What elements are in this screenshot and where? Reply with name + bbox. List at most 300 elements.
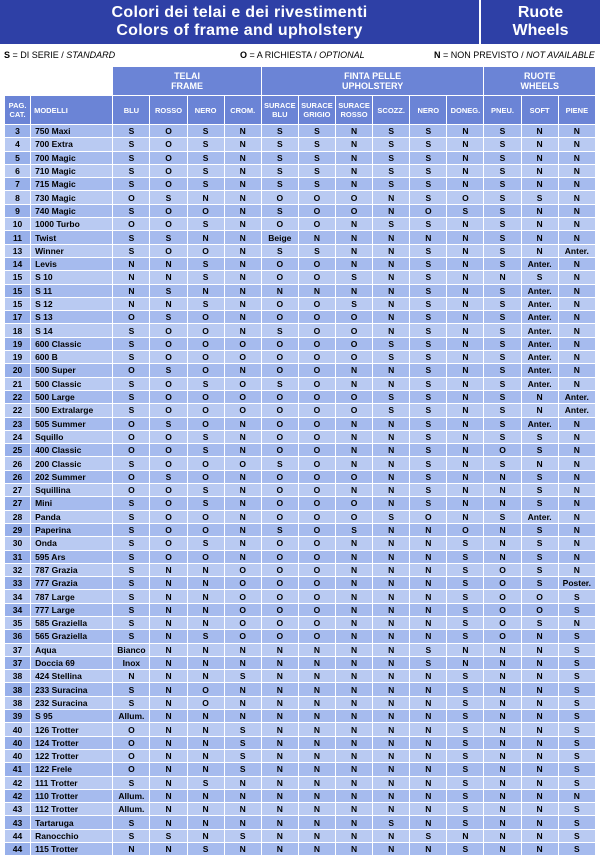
- cell-wheel-piene: N: [558, 616, 595, 629]
- cell-frame-nero: S: [187, 630, 224, 643]
- cell-frame-blu: O: [113, 444, 150, 457]
- cell-wheel-piene: N: [558, 789, 595, 802]
- cell-uph-nero: S: [410, 364, 447, 377]
- table-row: [5, 470, 596, 483]
- cell-model: Mini: [31, 497, 113, 510]
- cell-frame-rosso: O: [150, 164, 187, 177]
- cell-uph-scozz: S: [373, 390, 410, 403]
- cell-wheel-pneu: S: [484, 204, 521, 217]
- cell-frame-nero: N: [187, 590, 224, 603]
- cell-wheel-pneu: N: [484, 643, 521, 656]
- cell-uph-doneg: N: [447, 164, 484, 177]
- cell-wheel-piene: N: [558, 550, 595, 563]
- cell-model: Twist: [31, 231, 113, 244]
- color-availability-table: [4, 66, 596, 856]
- cell-frame-blu: N: [113, 284, 150, 297]
- cell-frame-blu: O: [113, 417, 150, 430]
- cell-frame-nero: O: [187, 696, 224, 709]
- cell-page: 42: [5, 776, 31, 789]
- table-row: [5, 191, 596, 204]
- cell-uph-scozz: N: [373, 457, 410, 470]
- cell-frame-blu: O: [113, 191, 150, 204]
- cell-uph-surace-rosso: O: [336, 390, 373, 403]
- cell-frame-crom: N: [224, 789, 261, 802]
- cell-frame-crom: S: [224, 749, 261, 762]
- cell-frame-nero: O: [187, 470, 224, 483]
- legend-not-available: N = NON PREVISTO / NOT AVAILABLE: [434, 50, 595, 60]
- cell-wheel-pneu: S: [484, 364, 521, 377]
- cell-page: 7: [5, 178, 31, 191]
- cell-page: 23: [5, 417, 31, 430]
- cell-uph-surace-rosso: N: [336, 537, 373, 550]
- table-row: [5, 656, 596, 669]
- cell-model: Panda: [31, 510, 113, 523]
- cell-uph-scozz: N: [373, 656, 410, 669]
- cell-wheel-soft: N: [521, 670, 558, 683]
- cell-uph-surace-grigio: N: [298, 696, 335, 709]
- cell-uph-surace-rosso: O: [336, 337, 373, 350]
- cell-uph-scozz: N: [373, 829, 410, 842]
- cell-page: 15: [5, 284, 31, 297]
- cell-wheel-pneu: S: [484, 244, 521, 257]
- cell-wheel-piene: S: [558, 670, 595, 683]
- cell-frame-rosso: O: [150, 457, 187, 470]
- cell-uph-surace-rosso: N: [336, 590, 373, 603]
- cell-page: 26: [5, 470, 31, 483]
- cell-page: 19: [5, 351, 31, 364]
- cell-uph-surace-grigio: N: [298, 670, 335, 683]
- cell-wheel-soft: N: [521, 390, 558, 403]
- cell-frame-crom: N: [224, 297, 261, 310]
- cell-uph-nero: S: [410, 390, 447, 403]
- cell-frame-nero: N: [187, 723, 224, 736]
- cell-uph-nero: S: [410, 484, 447, 497]
- cell-uph-scozz: N: [373, 364, 410, 377]
- cell-uph-surace-blu: O: [261, 630, 298, 643]
- cell-uph-surace-blu: O: [261, 311, 298, 324]
- cell-uph-doneg: N: [447, 218, 484, 231]
- cell-uph-surace-rosso: N: [336, 816, 373, 829]
- table-row: [5, 816, 596, 829]
- column-header-wheel-pneu: PNEU.: [484, 96, 521, 125]
- cell-frame-nero: O: [187, 523, 224, 536]
- cell-uph-doneg: N: [447, 257, 484, 270]
- cell-page: 28: [5, 510, 31, 523]
- cell-model: 777 Large: [31, 603, 113, 616]
- cell-page: 3: [5, 125, 31, 138]
- cell-model: Paperina: [31, 523, 113, 536]
- cell-uph-surace-rosso: N: [336, 550, 373, 563]
- table-row: [5, 351, 596, 364]
- cell-frame-rosso: O: [150, 430, 187, 443]
- cell-uph-surace-rosso: N: [336, 125, 373, 138]
- cell-uph-scozz: N: [373, 563, 410, 576]
- cell-uph-surace-grigio: O: [298, 351, 335, 364]
- cell-wheel-soft: S: [521, 523, 558, 536]
- cell-page: 38: [5, 696, 31, 709]
- cell-model: 110 Trotter: [31, 789, 113, 802]
- cell-uph-surace-rosso: N: [336, 843, 373, 856]
- cell-uph-surace-grigio: N: [298, 843, 335, 856]
- cell-wheel-piene: N: [558, 164, 595, 177]
- cell-wheel-soft: N: [521, 164, 558, 177]
- cell-frame-blu: S: [113, 377, 150, 390]
- cell-frame-rosso: O: [150, 337, 187, 350]
- cell-frame-nero: S: [187, 776, 224, 789]
- cell-page: 24: [5, 430, 31, 443]
- cell-uph-surace-rosso: N: [336, 670, 373, 683]
- cell-uph-nero: S: [410, 829, 447, 842]
- cell-frame-rosso: N: [150, 776, 187, 789]
- cell-frame-nero: N: [187, 284, 224, 297]
- cell-frame-blu: S: [113, 510, 150, 523]
- cell-wheel-soft: N: [521, 789, 558, 802]
- cell-frame-rosso: O: [150, 138, 187, 151]
- table-row: [5, 643, 596, 656]
- table-row: [5, 683, 596, 696]
- cell-frame-blu: O: [113, 484, 150, 497]
- table-row: [5, 563, 596, 576]
- cell-wheel-piene: S: [558, 723, 595, 736]
- cell-page: 40: [5, 736, 31, 749]
- cell-uph-doneg: N: [447, 470, 484, 483]
- cell-wheel-piene: N: [558, 497, 595, 510]
- cell-uph-doneg: N: [447, 829, 484, 842]
- cell-wheel-pneu: O: [484, 616, 521, 629]
- cell-frame-crom: O: [224, 390, 261, 403]
- cell-uph-doneg: N: [447, 510, 484, 523]
- cell-wheel-pneu: N: [484, 749, 521, 762]
- cell-wheel-soft: N: [521, 457, 558, 470]
- cell-wheel-pneu: S: [484, 125, 521, 138]
- cell-uph-nero: S: [410, 656, 447, 669]
- cell-frame-nero: N: [187, 670, 224, 683]
- cell-uph-surace-grigio: O: [298, 204, 335, 217]
- cell-uph-surace-blu: N: [261, 736, 298, 749]
- cell-uph-surace-grigio: O: [298, 191, 335, 204]
- cell-uph-surace-blu: N: [261, 749, 298, 762]
- cell-frame-rosso: N: [150, 563, 187, 576]
- cell-frame-blu: Allum.: [113, 710, 150, 723]
- column-header-uph-surace-grigio: SURACE GRIGIO: [298, 96, 335, 125]
- cell-uph-nero: N: [410, 231, 447, 244]
- cell-uph-nero: N: [410, 843, 447, 856]
- cell-uph-surace-blu: O: [261, 470, 298, 483]
- cell-uph-surace-rosso: N: [336, 710, 373, 723]
- cell-model: S 11: [31, 284, 113, 297]
- cell-uph-scozz: S: [373, 138, 410, 151]
- cell-frame-blu: S: [113, 696, 150, 709]
- table-row: [5, 377, 596, 390]
- table-row: [5, 829, 596, 842]
- cell-uph-surace-grigio: N: [298, 736, 335, 749]
- cell-uph-nero: S: [410, 311, 447, 324]
- legend-optional: O = A RICHIESTA / OPTIONAL: [240, 50, 365, 60]
- cell-frame-crom: N: [224, 816, 261, 829]
- cell-uph-surace-grigio: O: [298, 550, 335, 563]
- table-row: [5, 776, 596, 789]
- cell-model: S 13: [31, 311, 113, 324]
- cell-uph-nero: N: [410, 803, 447, 816]
- cell-uph-surace-grigio: O: [298, 616, 335, 629]
- table-row: [5, 297, 596, 310]
- cell-uph-surace-grigio: O: [298, 430, 335, 443]
- cell-page: 19: [5, 337, 31, 350]
- cell-uph-surace-rosso: N: [336, 244, 373, 257]
- cell-uph-doneg: N: [447, 656, 484, 669]
- cell-wheel-piene: N: [558, 231, 595, 244]
- cell-uph-nero: N: [410, 696, 447, 709]
- cell-model: Aqua: [31, 643, 113, 656]
- cell-wheel-soft: N: [521, 138, 558, 151]
- cell-uph-scozz: S: [373, 337, 410, 350]
- cell-frame-nero: S: [187, 537, 224, 550]
- cell-frame-nero: S: [187, 843, 224, 856]
- cell-wheel-pneu: S: [484, 417, 521, 430]
- cell-uph-surace-grigio: N: [298, 763, 335, 776]
- group-frame: TELAI FRAME: [113, 67, 261, 96]
- table-row: [5, 337, 596, 350]
- cell-uph-surace-blu: O: [261, 271, 298, 284]
- cell-wheel-piene: S: [558, 803, 595, 816]
- table-row: [5, 710, 596, 723]
- cell-frame-blu: S: [113, 404, 150, 417]
- cell-wheel-pneu: S: [484, 404, 521, 417]
- cell-page: 11: [5, 231, 31, 244]
- cell-frame-rosso: N: [150, 816, 187, 829]
- cell-uph-surace-rosso: N: [336, 763, 373, 776]
- cell-uph-surace-blu: N: [261, 683, 298, 696]
- cell-uph-scozz: N: [373, 297, 410, 310]
- cell-page: 18: [5, 324, 31, 337]
- cell-frame-blu: S: [113, 231, 150, 244]
- cell-wheel-soft: Anter.: [521, 351, 558, 364]
- cell-uph-surace-rosso: N: [336, 284, 373, 297]
- wheels-title-english: Wheels: [512, 22, 569, 39]
- cell-frame-blu: S: [113, 125, 150, 138]
- cell-uph-surace-rosso: O: [336, 497, 373, 510]
- cell-frame-nero: O: [187, 390, 224, 403]
- cell-wheel-pneu: S: [484, 430, 521, 443]
- cell-frame-nero: N: [187, 616, 224, 629]
- group-upholstery: FINTA PELLE UPHOLSTERY: [261, 67, 484, 96]
- cell-uph-scozz: N: [373, 710, 410, 723]
- cell-uph-nero: S: [410, 470, 447, 483]
- cell-frame-rosso: N: [150, 763, 187, 776]
- cell-model: 400 Classic: [31, 444, 113, 457]
- cell-uph-surace-blu: S: [261, 523, 298, 536]
- cell-frame-blu: S: [113, 138, 150, 151]
- cell-uph-surace-grigio: N: [298, 776, 335, 789]
- cell-wheel-piene: N: [558, 470, 595, 483]
- cell-uph-doneg: N: [447, 271, 484, 284]
- cell-frame-crom: N: [224, 776, 261, 789]
- table-row: [5, 204, 596, 217]
- cell-frame-blu: S: [113, 537, 150, 550]
- cell-wheel-pneu: S: [484, 297, 521, 310]
- cell-wheel-piene: Anter.: [558, 404, 595, 417]
- cell-wheel-pneu: S: [484, 351, 521, 364]
- cell-model: Doccia 69: [31, 656, 113, 669]
- cell-frame-blu: O: [113, 311, 150, 324]
- cell-uph-nero: S: [410, 444, 447, 457]
- cell-page: 13: [5, 244, 31, 257]
- cell-wheel-pneu: O: [484, 603, 521, 616]
- cell-page: 14: [5, 257, 31, 270]
- cell-frame-blu: S: [113, 244, 150, 257]
- cell-wheel-soft: S: [521, 616, 558, 629]
- cell-frame-nero: N: [187, 656, 224, 669]
- cell-uph-doneg: S: [447, 630, 484, 643]
- cell-frame-blu: S: [113, 497, 150, 510]
- group-header-row: [5, 67, 596, 96]
- cell-frame-nero: S: [187, 138, 224, 151]
- cell-wheel-piene: S: [558, 776, 595, 789]
- cell-frame-nero: O: [187, 311, 224, 324]
- cell-frame-nero: O: [187, 404, 224, 417]
- cell-frame-nero: S: [187, 151, 224, 164]
- column-header-page: PAG. CAT.: [5, 96, 31, 125]
- cell-uph-surace-rosso: N: [336, 164, 373, 177]
- cell-frame-nero: O: [187, 550, 224, 563]
- cell-frame-nero: N: [187, 191, 224, 204]
- cell-frame-rosso: N: [150, 656, 187, 669]
- cell-uph-nero: N: [410, 776, 447, 789]
- cell-frame-nero: S: [187, 218, 224, 231]
- cell-uph-scozz: N: [373, 537, 410, 550]
- cell-model: 122 Trotter: [31, 749, 113, 762]
- cell-wheel-soft: S: [521, 484, 558, 497]
- cell-uph-surace-blu: S: [261, 377, 298, 390]
- cell-uph-surace-grigio: N: [298, 284, 335, 297]
- table-row: [5, 630, 596, 643]
- cell-uph-doneg: S: [447, 550, 484, 563]
- cell-wheel-pneu: S: [484, 231, 521, 244]
- cell-uph-surace-blu: O: [261, 191, 298, 204]
- cell-wheel-pneu: N: [484, 497, 521, 510]
- cell-uph-surace-grigio: O: [298, 218, 335, 231]
- cell-wheel-pneu: S: [484, 164, 521, 177]
- cell-wheel-piene: S: [558, 590, 595, 603]
- cell-wheel-pneu: S: [484, 191, 521, 204]
- cell-wheel-piene: S: [558, 736, 595, 749]
- cell-uph-nero: N: [410, 763, 447, 776]
- cell-page: 8: [5, 191, 31, 204]
- cell-wheel-pneu: N: [484, 271, 521, 284]
- cell-uph-surace-rosso: N: [336, 457, 373, 470]
- cell-frame-blu: Allum.: [113, 789, 150, 802]
- cell-uph-doneg: N: [447, 484, 484, 497]
- cell-page: 10: [5, 218, 31, 231]
- cell-uph-surace-grigio: O: [298, 417, 335, 430]
- cell-uph-nero: S: [410, 244, 447, 257]
- cell-frame-crom: S: [224, 670, 261, 683]
- cell-frame-crom: O: [224, 590, 261, 603]
- cell-frame-blu: S: [113, 390, 150, 403]
- cell-uph-nero: S: [410, 138, 447, 151]
- table-row: [5, 497, 596, 510]
- cell-wheel-piene: N: [558, 151, 595, 164]
- cell-frame-rosso: N: [150, 723, 187, 736]
- cell-frame-nero: N: [187, 803, 224, 816]
- cell-frame-rosso: N: [150, 696, 187, 709]
- cell-uph-nero: N: [410, 577, 447, 590]
- cell-uph-doneg: S: [447, 616, 484, 629]
- cell-uph-surace-blu: O: [261, 430, 298, 443]
- cell-uph-nero: S: [410, 297, 447, 310]
- cell-uph-scozz: N: [373, 497, 410, 510]
- cell-model: 1000 Turbo: [31, 218, 113, 231]
- cell-wheel-soft: N: [521, 178, 558, 191]
- cell-frame-nero: N: [187, 710, 224, 723]
- cell-frame-rosso: O: [150, 537, 187, 550]
- cell-uph-surace-blu: S: [261, 164, 298, 177]
- cell-model: 787 Grazia: [31, 563, 113, 576]
- cell-uph-doneg: N: [447, 457, 484, 470]
- cell-frame-blu: N: [113, 271, 150, 284]
- cell-model: Squillina: [31, 484, 113, 497]
- cell-frame-rosso: O: [150, 204, 187, 217]
- cell-uph-surace-rosso: N: [336, 231, 373, 244]
- cell-uph-surace-blu: O: [261, 603, 298, 616]
- cell-uph-doneg: N: [447, 244, 484, 257]
- cell-wheel-pneu: N: [484, 523, 521, 536]
- cell-uph-surace-rosso: S: [336, 523, 373, 536]
- cell-uph-surace-blu: N: [261, 829, 298, 842]
- cell-uph-doneg: N: [447, 430, 484, 443]
- cell-frame-blu: S: [113, 630, 150, 643]
- cell-page: 37: [5, 656, 31, 669]
- cell-wheel-soft: Anter.: [521, 257, 558, 270]
- cell-uph-scozz: N: [373, 257, 410, 270]
- cell-uph-scozz: N: [373, 763, 410, 776]
- table-row: [5, 404, 596, 417]
- cell-frame-nero: N: [187, 789, 224, 802]
- cell-page: 40: [5, 723, 31, 736]
- cell-uph-surace-grigio: O: [298, 324, 335, 337]
- cell-wheel-piene: S: [558, 829, 595, 842]
- cell-frame-blu: O: [113, 470, 150, 483]
- cell-uph-surace-grigio: O: [298, 444, 335, 457]
- cell-uph-surace-rosso: N: [336, 829, 373, 842]
- cell-frame-blu: S: [113, 590, 150, 603]
- cell-uph-surace-grigio: O: [298, 484, 335, 497]
- cell-uph-doneg: O: [447, 523, 484, 536]
- cell-wheel-soft: N: [521, 125, 558, 138]
- cell-uph-scozz: S: [373, 510, 410, 523]
- cell-uph-surace-rosso: N: [336, 377, 373, 390]
- cell-model: S 95: [31, 710, 113, 723]
- cell-uph-nero: N: [410, 816, 447, 829]
- cell-wheel-piene: N: [558, 457, 595, 470]
- column-header-row: [5, 96, 596, 125]
- cell-frame-rosso: N: [150, 590, 187, 603]
- table-row: [5, 803, 596, 816]
- table-row: [5, 178, 596, 191]
- table-row: [5, 457, 596, 470]
- cell-uph-doneg: N: [447, 377, 484, 390]
- cell-wheel-pneu: N: [484, 710, 521, 723]
- cell-wheel-piene: N: [558, 377, 595, 390]
- cell-wheel-pneu: N: [484, 656, 521, 669]
- cell-frame-nero: N: [187, 603, 224, 616]
- cell-page: 34: [5, 603, 31, 616]
- cell-frame-crom: N: [224, 151, 261, 164]
- cell-wheel-pneu: N: [484, 736, 521, 749]
- cell-frame-rosso: N: [150, 257, 187, 270]
- cell-frame-crom: N: [224, 843, 261, 856]
- cell-frame-nero: O: [187, 510, 224, 523]
